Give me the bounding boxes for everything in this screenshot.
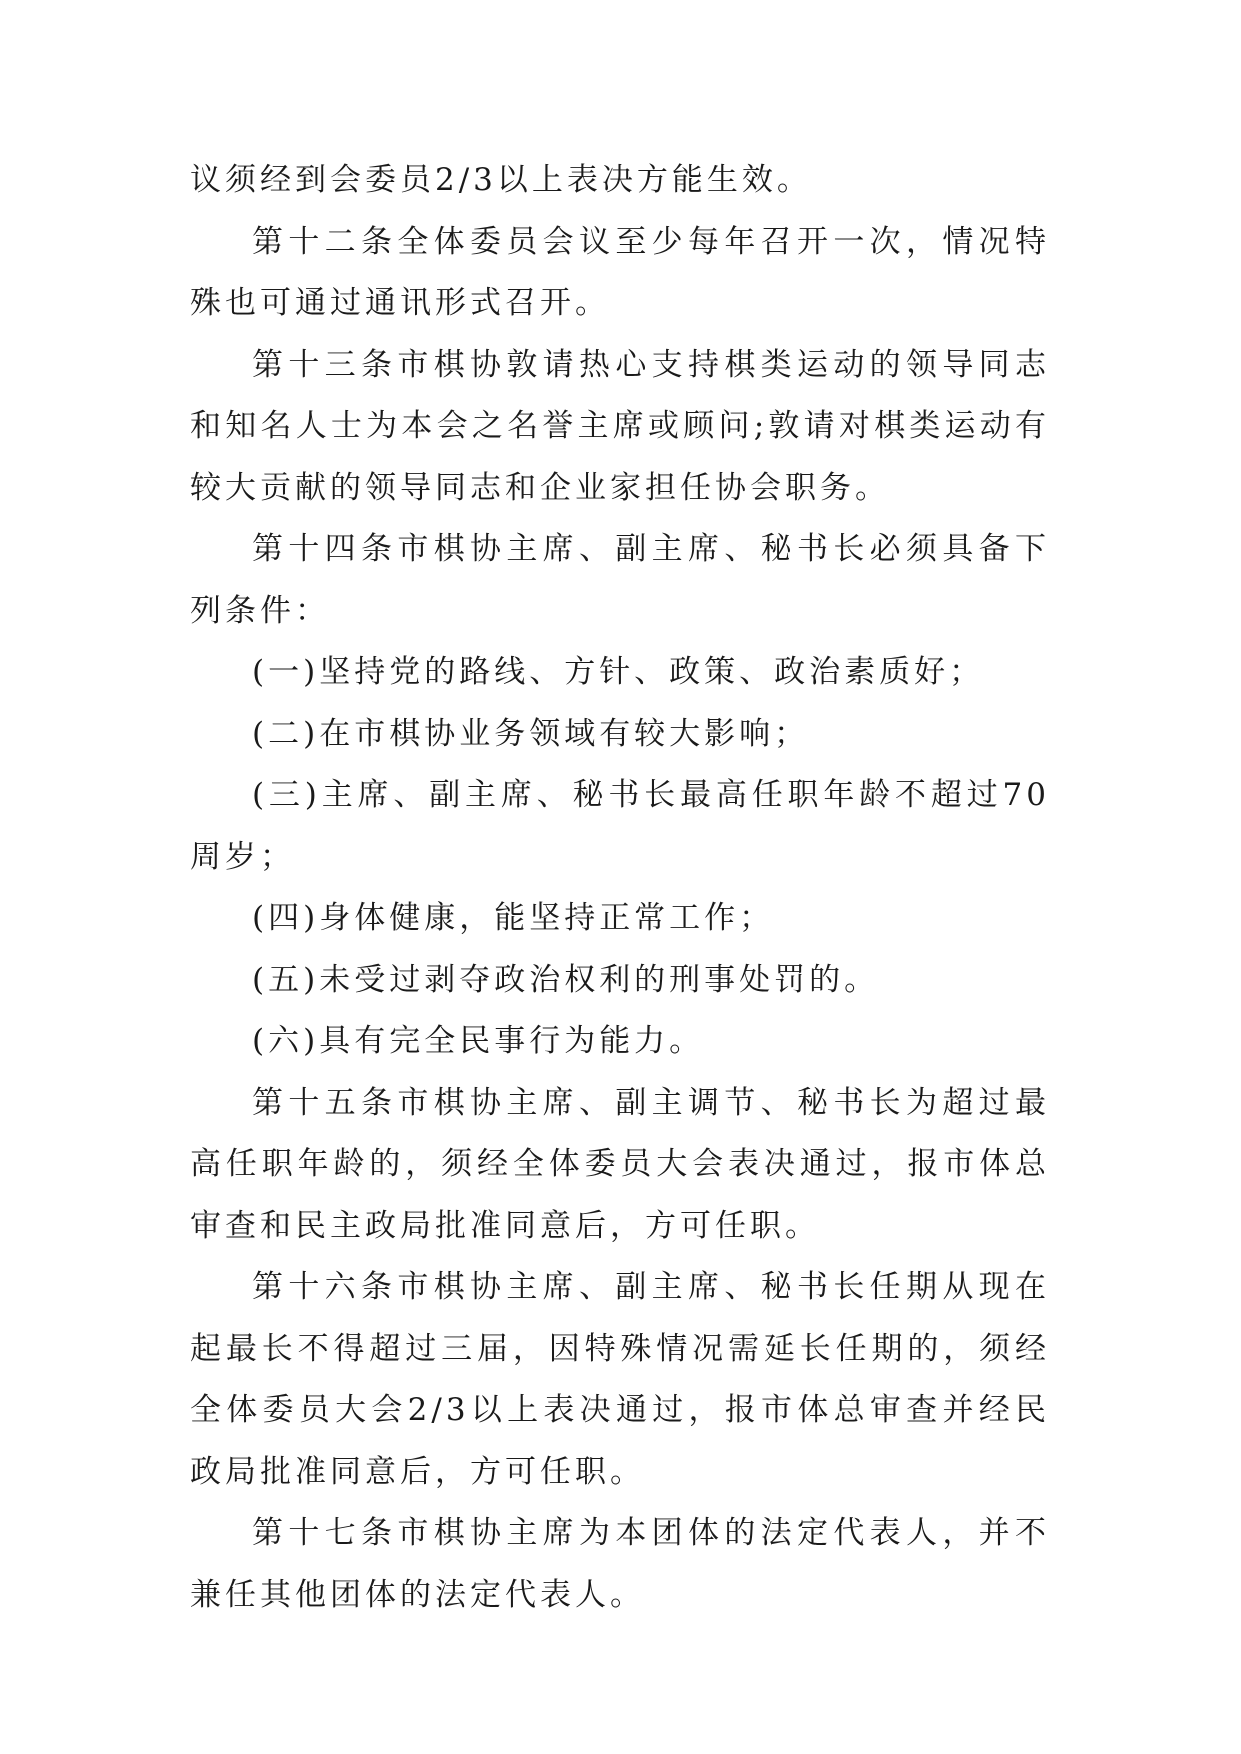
paragraph-condition-3: (三)主席、副主席、秘书长最高任职年龄不超过70周岁； xyxy=(190,777,1050,875)
paragraph-article-14: 第十四条市棋协主席、副主席、秘书长必须具备下列条件： xyxy=(190,531,1050,629)
paragraph-article-15: 第十五条市棋协主席、副主调节、秘书长为超过最高任职年龄的，须经全体委员大会表决通过，报市体总审查和民主政局批准同意后，方可任职。 xyxy=(190,1084,1050,1244)
paragraph-condition-1: (一)坚持党的路线、方针、政策、政治素质好； xyxy=(252,654,985,690)
paragraph-article-13: 第十三条市棋协敦请热心支持棋类运动的领导同志和知名人士为本会之名誉主席或顾问;敦请对棋类运动有较大贡献的领导同志和企业家担任协会职务。 xyxy=(190,346,1050,506)
paragraph-condition-5: (五)未受过剥夺政治权利的刑事处罚的。 xyxy=(252,961,880,998)
paragraph-article-17: 第十七条市棋协主席为本团体的法定代表人，并不兼任其他团体的法定代表人。 xyxy=(190,1515,1050,1613)
paragraph-condition-4: (四)身体健康，能坚持正常工作； xyxy=(252,900,775,936)
paragraph-condition-6: (六)具有完全民事行为能力。 xyxy=(252,1023,705,1059)
paragraph-condition-2: (二)在市棋协业务领域有较大影响； xyxy=(252,715,810,752)
paragraph-article-16: 第十六条市棋协主席、副主席、秘书长任期从现在起最长不得超过三届，因特殊情况需延长任期的，须经全体委员大会2/3以上表决通过，报市体总审查并经民政局批准同意后，方可任职。 xyxy=(190,1269,1050,1490)
paragraph-continuation: 议须经到会委员2/3以上表决方能生效。 xyxy=(190,162,812,198)
document-body xyxy=(190,150,1050,1626)
paragraph-article-12: 第十二条全体委员会议至少每年召开一次，情况特殊也可通过通讯形式召开。 xyxy=(190,223,1050,321)
